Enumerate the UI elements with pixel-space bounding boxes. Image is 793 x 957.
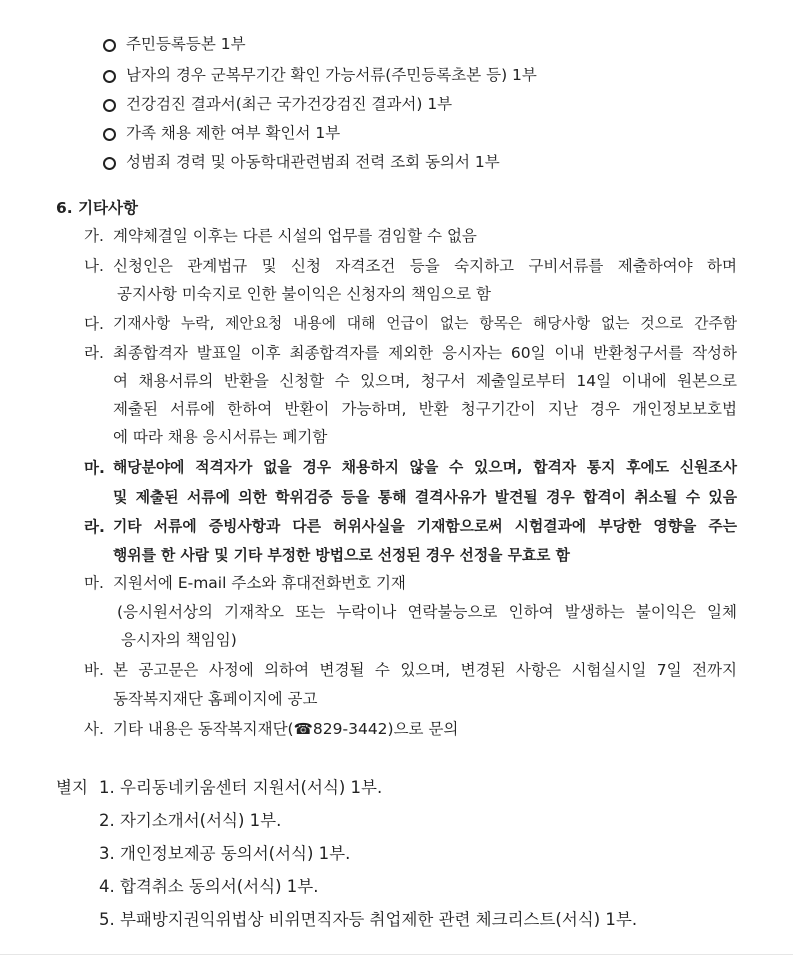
item-line: 기재사항 누락, 제안요청 내용에 대해 언급이 없는 항목은 해당사항 없는 것으로 간주함 bbox=[113, 315, 737, 332]
item-line: 제출된 서류에 한하여 반환이 가능하며, 반환 청구기간이 지난 경우 개인정보보호법 bbox=[113, 400, 737, 418]
circle-bullet-icon bbox=[103, 99, 116, 112]
item-label: 라. bbox=[84, 518, 105, 536]
item-line: 동작복지재단 홈페이지에 공고 bbox=[113, 690, 318, 708]
item-line: 기타 서류에 증빙사항과 다른 허위사실을 기재함으로써 시험결과에 부당한 영향을 주는 bbox=[113, 518, 737, 535]
item-label: 가. bbox=[84, 227, 104, 245]
document-item: 주민등록등본 1부 bbox=[126, 35, 246, 53]
item-line: 및 제출된 서류에 의한 학위검증 등을 통해 결격사유가 발견될 경우 합격이 취소될 수 있음 bbox=[113, 489, 737, 506]
circle-bullet-icon bbox=[103, 39, 116, 52]
item-line: 신청인은 관계법규 및 신청 자격조건 등을 숙지하고 구비서류를 제출하여야 하며 bbox=[113, 257, 737, 275]
attachment-item: 3. 개인정보제공 동의서(서식) 1부. bbox=[99, 844, 351, 863]
attachment-item: 4. 합격취소 동의서(서식) 1부. bbox=[99, 877, 319, 896]
item-label: 사. bbox=[84, 720, 104, 738]
item-label: 마. bbox=[84, 459, 105, 477]
item-line: 최종합격자 발표일 이후 최종합격자를 제외한 응시자는 60일 이내 반환청구서를 작성하 bbox=[113, 344, 737, 362]
circle-bullet-icon bbox=[103, 70, 116, 83]
item-line: 해당분야에 적격자가 없을 경우 채용하지 않을 수 있으며, 합격자 통지 후에도 신원조사 bbox=[113, 459, 737, 476]
item-line: 여 채용서류의 반환을 신청할 수 있으며, 청구서 제출일로부터 14일 이내에 원본으로 bbox=[113, 372, 737, 390]
attachment-item: 1. 우리동네키움센터 지원서(서식) 1부. bbox=[99, 778, 383, 797]
circle-bullet-icon bbox=[103, 157, 116, 170]
item-line: 본 공고문은 사정에 의하여 변경될 수 있으며, 변경된 사항은 시험실시일 7일 전까지 bbox=[113, 661, 737, 679]
item-line: 응시자의 책임임) bbox=[121, 631, 237, 649]
document-item: 남자의 경우 군복무기간 확인 가능서류(주민등록초본 등) 1부 bbox=[126, 66, 537, 84]
section-heading: 6. 기타사항 bbox=[56, 199, 138, 217]
document-item: 가족 채용 제한 여부 확인서 1부 bbox=[126, 124, 341, 142]
document-item: 성범죄 경력 및 아동학대관련범죄 전력 조회 동의서 1부 bbox=[126, 153, 500, 171]
attachment-item: 5. 부패방지권익위법상 비위면직자등 취업제한 관련 체크리스트(서식) 1부. bbox=[99, 910, 638, 929]
item-line: 에 따라 채용 응시서류는 폐기함 bbox=[113, 428, 328, 446]
item-label: 나. bbox=[84, 257, 104, 275]
bottom-divider bbox=[0, 954, 793, 955]
attachment-item: 2. 자기소개서(서식) 1부. bbox=[99, 811, 282, 830]
item-line: 기타 내용은 동작복지재단(☎829-3442)으로 문의 bbox=[113, 720, 459, 738]
item-label: 바. bbox=[84, 661, 104, 679]
item-line: (응시원서상의 기재착오 또는 누락이나 연락불능으로 인하여 발생하는 불이익은 일체 bbox=[117, 603, 737, 621]
item-label: 라. bbox=[84, 344, 104, 362]
item-line: 지원서에 E-mail 주소와 휴대전화번호 기재 bbox=[113, 574, 406, 592]
item-label: 마. bbox=[84, 574, 104, 592]
item-line: 계약체결일 이후는 다른 시설의 업무를 겸임할 수 없음 bbox=[113, 227, 477, 245]
document-item: 건강검진 결과서(최근 국가건강검진 결과서) 1부 bbox=[126, 95, 453, 113]
item-line: 행위를 한 사람 및 기타 부정한 방법으로 선정된 경우 선정을 무효로 함 bbox=[113, 547, 570, 564]
circle-bullet-icon bbox=[103, 128, 116, 141]
attachment-label: 별지 bbox=[56, 778, 88, 797]
item-line: 공지사항 미숙지로 인한 불이익은 신청자의 책임으로 함 bbox=[117, 285, 491, 303]
item-label: 다. bbox=[84, 315, 104, 333]
